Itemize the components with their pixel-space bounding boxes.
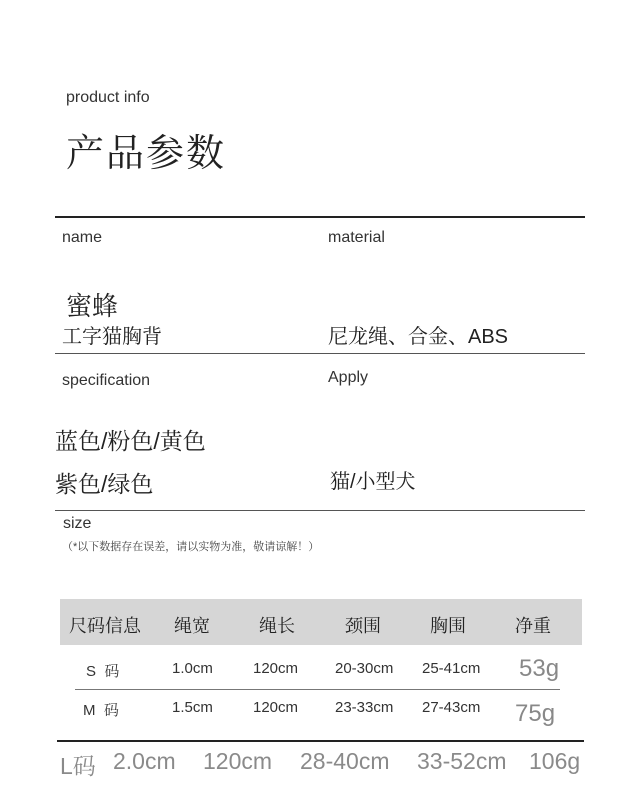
name-label: name	[62, 229, 103, 246]
divider-name	[55, 353, 585, 354]
specification-label: specification	[62, 372, 151, 389]
row-m-weight: 75g	[515, 700, 556, 727]
row-m-neck: 23-33cm	[335, 699, 394, 716]
row-s-neck: 20-30cm	[335, 660, 394, 677]
row-l-width: 2.0cm	[113, 748, 176, 774]
row-s-chest: 25-41cm	[422, 660, 481, 677]
row-m-size: M 码	[83, 702, 119, 719]
product-name-line2: 工字猫胸背	[62, 326, 162, 348]
divider-row-m	[57, 740, 584, 742]
header-chest: 胸围	[430, 616, 466, 636]
row-s-size: S 码	[86, 663, 120, 680]
row-l-length: 120cm	[203, 748, 273, 774]
header-rope-length: 绳长	[259, 616, 295, 636]
row-l-size: L码	[60, 753, 96, 779]
page-title: 产品参数	[66, 133, 227, 175]
row-s-weight: 53g	[519, 655, 560, 682]
row-l-weight: 106g	[529, 748, 581, 774]
size-label: size	[63, 515, 92, 532]
subtitle-product-info: product info	[66, 89, 150, 106]
divider-row-s	[75, 689, 560, 690]
divider-top	[55, 216, 585, 218]
row-l-neck: 28-40cm	[300, 748, 390, 774]
row-l-chest: 33-52cm	[417, 748, 507, 774]
row-s-width: 1.0cm	[172, 660, 213, 677]
material-label: material	[328, 229, 385, 246]
colors-line2: 紫色/绿色	[55, 471, 154, 497]
row-m-width: 1.5cm	[172, 699, 213, 716]
apply-label: Apply	[328, 369, 369, 386]
colors-line1: 蓝色/粉色/黄色	[55, 428, 206, 454]
size-note: （*以下数据存在误差，请以实物为准，敬请谅解！）	[62, 541, 320, 553]
product-name-line1: 蜜蜂	[66, 291, 119, 321]
header-size-info: 尺码信息	[69, 616, 141, 636]
material-value: 尼龙绳、合金、ABS	[328, 326, 509, 348]
row-m-chest: 27-43cm	[422, 699, 481, 716]
row-m-length: 120cm	[253, 699, 299, 716]
row-s-length: 120cm	[253, 660, 299, 677]
apply-value: 猫/小型犬	[330, 471, 416, 493]
header-weight: 净重	[515, 616, 551, 636]
header-rope-width: 绳宽	[174, 616, 210, 636]
header-neck: 颈围	[345, 616, 381, 636]
divider-spec	[55, 510, 585, 511]
